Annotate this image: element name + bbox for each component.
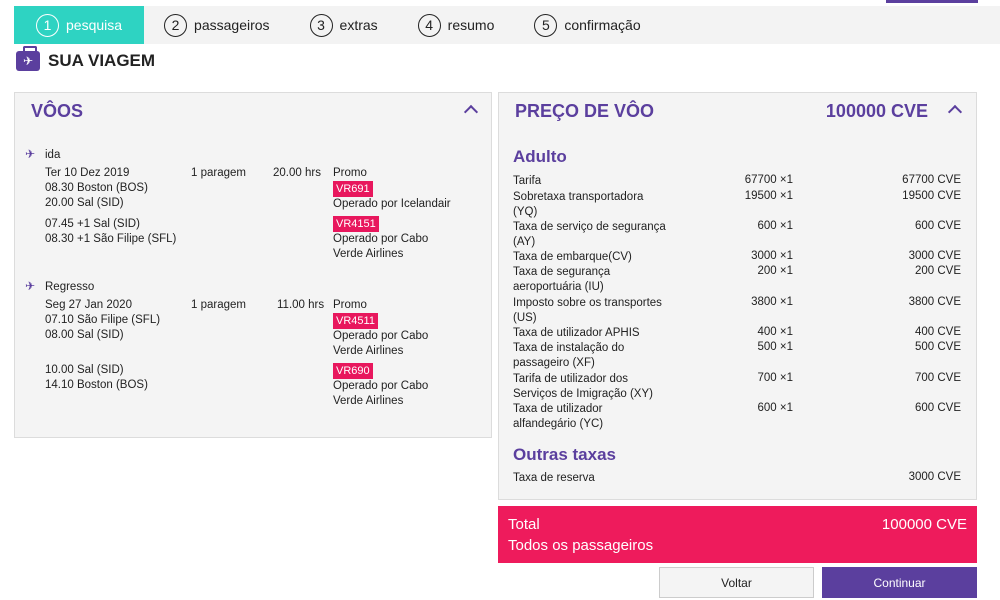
fee-amount: 400 CVE bbox=[914, 326, 961, 338]
fee-quantity: 500 ×1 bbox=[757, 341, 793, 353]
fee-label bbox=[513, 220, 713, 250]
progress-steps bbox=[14, 6, 1000, 44]
fee-label bbox=[513, 296, 713, 326]
step-number: 5 bbox=[534, 14, 557, 37]
outbound-seg1-dep: 08.30 Boston (BOS) bbox=[45, 182, 148, 194]
fee-quantity: 3800 ×1 bbox=[751, 296, 793, 308]
flight-code-badge: VR691 bbox=[333, 181, 373, 197]
fee-quantity: 3000 ×1 bbox=[751, 250, 793, 262]
fee-amount: 3800 CVE bbox=[908, 296, 961, 308]
fee-label-line: (US) bbox=[513, 312, 537, 324]
fee-label bbox=[513, 326, 713, 341]
fee-quantity: 19500 ×1 bbox=[744, 190, 793, 202]
outbound-seg1-operator: Operado por Icelandair bbox=[333, 198, 451, 210]
fee-label-line: Taxa de instalação do bbox=[513, 342, 625, 354]
collapse-chevron-icon[interactable] bbox=[948, 105, 962, 119]
fee-quantity: 600 ×1 bbox=[757, 220, 793, 232]
return-seg2-operator-2: Verde Airlines bbox=[333, 395, 404, 407]
total-amount: 100000 CVE bbox=[881, 516, 967, 533]
fee-label-line: Taxa de serviço de segurança bbox=[513, 221, 666, 233]
outbound-seg2-operator-2: Verde Airlines bbox=[333, 248, 404, 260]
plane-icon: ✈ bbox=[25, 147, 36, 161]
step-label: resumo bbox=[447, 17, 495, 33]
flight-code-badge: VR4511 bbox=[333, 313, 378, 329]
fee-label-line: Tarifa de utilizador dos bbox=[513, 373, 629, 385]
fee-label bbox=[513, 174, 713, 189]
flights-panel-title: VÔOS bbox=[31, 101, 84, 121]
fee-label bbox=[513, 250, 713, 265]
trip-title bbox=[16, 50, 155, 72]
collapse-chevron-icon[interactable] bbox=[464, 105, 478, 119]
fee-label-line: (AY) bbox=[513, 236, 536, 248]
return-seg1-operator-2: Verde Airlines bbox=[333, 345, 404, 357]
step-number: 2 bbox=[164, 14, 187, 37]
flights-panel bbox=[14, 92, 492, 438]
outbound-label: ida bbox=[45, 149, 61, 161]
fee-amount: 3000 CVE bbox=[908, 471, 961, 483]
return-seg1-dep: 07.10 São Filipe (SFL) bbox=[45, 314, 161, 326]
step-number: 3 bbox=[310, 14, 333, 37]
plane-icon: ✈ bbox=[25, 279, 36, 293]
fee-label-line: Imposto sobre os transportes bbox=[513, 297, 662, 309]
other-fees-heading: Outras taxas bbox=[513, 445, 616, 464]
fee-label-line: Taxa de embarque(CV) bbox=[513, 251, 632, 263]
price-panel-title: PREÇO DE VÔO bbox=[515, 101, 655, 121]
fee-amount: 600 CVE bbox=[914, 402, 961, 414]
fee-amount: 600 CVE bbox=[914, 220, 961, 232]
step-number: 1 bbox=[36, 14, 59, 37]
outbound-seg2-arr: 08.30 +1 São Filipe (SFL) bbox=[45, 233, 177, 245]
fee-label bbox=[513, 402, 713, 432]
outbound-seg2-operator: Operado por Cabo bbox=[333, 233, 429, 245]
step-passageiros[interactable] bbox=[164, 6, 270, 44]
step-label: confirmação bbox=[564, 17, 641, 33]
outbound-stops: 1 paragem bbox=[191, 167, 246, 179]
fee-label bbox=[513, 341, 713, 371]
price-panel bbox=[498, 92, 977, 500]
return-duration: 11.00 hrs bbox=[277, 299, 325, 311]
outbound-fare: Promo bbox=[333, 167, 367, 179]
return-seg1-arr: 08.00 Sal (SID) bbox=[45, 329, 124, 341]
fee-amount: 700 CVE bbox=[914, 372, 961, 384]
return-stops: 1 paragem bbox=[191, 299, 246, 311]
fee-amount: 500 CVE bbox=[914, 341, 961, 353]
fee-quantity: 700 ×1 bbox=[757, 372, 793, 384]
fee-label-line: Taxa de utilizador bbox=[513, 403, 603, 415]
continue-button[interactable]: Continuar bbox=[822, 567, 977, 598]
step-pesquisa[interactable] bbox=[14, 6, 144, 44]
step-number: 4 bbox=[418, 14, 441, 37]
fee-label-line: Serviços de Imigração (XY) bbox=[513, 388, 653, 400]
fee-amount: 3000 CVE bbox=[908, 250, 961, 262]
fee-label-line: alfandegário (YC) bbox=[513, 418, 604, 430]
fee-amount: 67700 CVE bbox=[902, 174, 961, 186]
outbound-duration: 20.00 hrs bbox=[273, 167, 321, 179]
adult-heading: Adulto bbox=[513, 147, 567, 166]
outbound-seg2-dep: 07.45 +1 Sal (SID) bbox=[45, 218, 140, 230]
step-label: pesquisa bbox=[66, 17, 123, 33]
return-seg2-dep: 10.00 Sal (SID) bbox=[45, 364, 124, 376]
fee-quantity: 600 ×1 bbox=[757, 402, 793, 414]
back-button[interactable]: Voltar bbox=[659, 567, 814, 598]
step-resumo[interactable] bbox=[418, 6, 495, 44]
return-date: Seg 27 Jan 2020 bbox=[45, 299, 132, 311]
fee-label: Taxa de reserva bbox=[513, 472, 595, 484]
step-label: passageiros bbox=[194, 17, 270, 33]
outbound-date: Ter 10 Dez 2019 bbox=[45, 167, 130, 179]
trip-title-text: SUA VIAGEM bbox=[48, 51, 156, 70]
fee-label-line: Tarifa bbox=[513, 175, 542, 187]
step-confirmacao[interactable] bbox=[534, 6, 640, 44]
fee-quantity: 400 ×1 bbox=[757, 326, 793, 338]
return-seg2-arr: 14.10 Boston (BOS) bbox=[45, 379, 148, 391]
total-label: Total bbox=[508, 516, 540, 533]
fee-amount: 19500 CVE bbox=[902, 190, 961, 202]
top-accent-bar bbox=[886, 0, 978, 3]
fee-label-line: Taxa de utilizador APHIS bbox=[513, 327, 640, 339]
suitcase-icon: ✈ bbox=[16, 51, 40, 71]
price-panel-total: 100000 CVE bbox=[825, 101, 928, 121]
fee-label-line: aeroportuária (IU) bbox=[513, 281, 604, 293]
fee-label bbox=[513, 265, 713, 295]
fee-amount: 200 CVE bbox=[914, 265, 961, 277]
step-label: extras bbox=[339, 17, 378, 33]
total-summary bbox=[498, 506, 977, 563]
outbound-seg1-arr: 20.00 Sal (SID) bbox=[45, 197, 124, 209]
flight-code-badge: VR4151 bbox=[333, 216, 379, 232]
return-label: Regresso bbox=[45, 281, 95, 293]
fee-quantity: 67700 ×1 bbox=[744, 174, 793, 186]
fee-label-line: Sobretaxa transportadora bbox=[513, 191, 644, 203]
fee-label-line: Taxa de segurança bbox=[513, 266, 611, 278]
return-seg1-operator: Operado por Cabo bbox=[333, 330, 429, 342]
fee-label-line: passageiro (XF) bbox=[513, 357, 595, 369]
fee-label bbox=[513, 190, 713, 220]
return-seg2-operator: Operado por Cabo bbox=[333, 380, 429, 392]
step-extras[interactable] bbox=[310, 6, 378, 44]
flight-code-badge: VR690 bbox=[333, 363, 373, 379]
fee-label-line: (YQ) bbox=[513, 206, 538, 218]
return-fare: Promo bbox=[333, 299, 367, 311]
fee-label bbox=[513, 372, 713, 402]
fee-quantity: 200 ×1 bbox=[757, 265, 793, 277]
total-sublabel: Todos os passageiros bbox=[508, 537, 654, 554]
